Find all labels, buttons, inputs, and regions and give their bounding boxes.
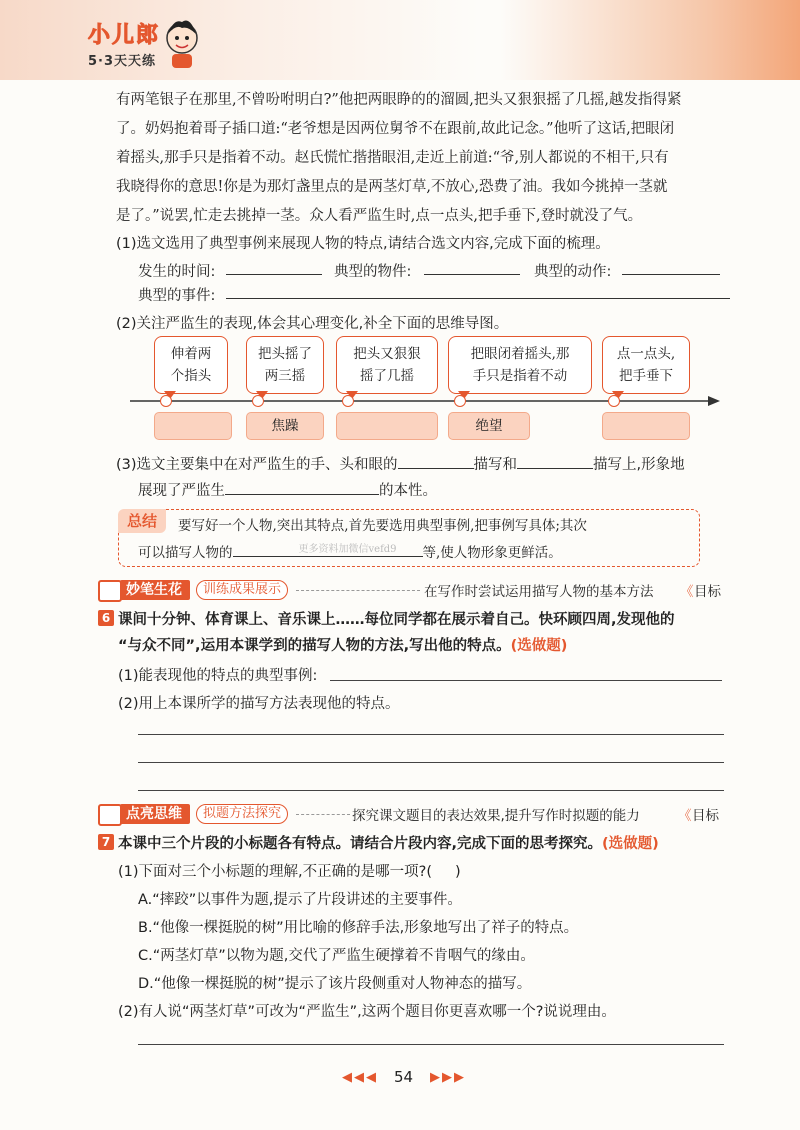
q6-sub1: (1)能表现他的特点的典型事例: [118,668,318,684]
q1-event-label: 典型的事件: [138,288,216,304]
q3-text: 描写和 [473,457,518,473]
q1-object-label: 典型的物件: [334,264,412,280]
passage-line: 有两笔银子在那里,不曾吩咐明白?”他把两眼睁的的溜圆,把头又狠狠摇了几摇,越发指得紧 [116,92,682,108]
q3-blank-1[interactable] [398,452,474,469]
optional-tag: (选做题) [510,638,568,654]
section-goal: 《 目标 [680,580,721,600]
q6-answer-line[interactable] [330,680,722,681]
q3-text: 的本性。 [379,483,437,499]
passage-line: 我晓得你的意思!你是为那灯盏里点的是两茎灯草,不放心,恐费了油。我如今挑掉一茎就 [116,179,668,195]
q1-time-blank[interactable] [226,258,322,279]
q1-stem: (1)选文选用了典型事例来展现人物的特点,请结合选文内容,完成下面的梳理。 [116,236,610,252]
section-subtitle: 拟题方法探究 [196,804,288,824]
q6-stem-line-1: 课间十分钟、体育课上、音乐课上……每位同学都在展示着自己。快环顾四周,发现他的 [118,612,675,628]
q3-text: (3)选文主要集中在对严监生的手、头和眼的 [116,457,398,473]
timeline-arrow [130,394,720,408]
option-c[interactable]: C.“两茎灯草”以物为题,交代了严监生硬撑着不肯咽气的缘由。 [138,948,535,964]
q3-line-1 [116,452,685,474]
q6-answer-line[interactable] [138,790,724,791]
q6-answer-line[interactable] [138,762,724,763]
timeline-dot [454,395,466,407]
option-d[interactable]: D.“他像一棵挺脱的树”提示了该片段侧重对人物神态的描写。 [138,976,532,992]
passage-line: 着摇头,那手只是指着不动。赵氏慌忙揩揩眼泪,走近上前道:“爷,别人都说的不相干,只有 [116,150,669,166]
q3-blank-2[interactable] [517,452,593,469]
page-number: 54 [394,1068,414,1086]
book-icon [98,580,122,602]
q7-text: 本课中三个片段的小标题各有特点。请结合片段内容,完成下面的思考探究。 [118,836,603,852]
summary-line-1: 要写好一个人物,突出其特点,首先要选用典型事例,把事例写具体;其次 [178,518,587,534]
q7-answer-line[interactable] [138,1044,724,1045]
q1-event-blank[interactable] [226,282,730,303]
prev-page-arrows[interactable]: ◀◀◀ [342,1070,378,1085]
q3-line-2 [138,478,437,500]
mindmap-box-5: 点一点头, 把手垂下 [602,336,690,394]
optional-tag: (选做题) [602,836,659,852]
q2-stem: (2)关注严监生的表现,体会其心理变化,补全下面的思维导图。 [116,316,509,332]
q6-sub2: (2)用上本课所学的描写方法表现他的特点。 [118,696,400,712]
summary-text: 可以描写人物的 [138,545,233,561]
brand-logo: 小儿郎 [88,23,161,48]
section-divider [296,814,350,815]
q3-blank-3[interactable] [225,478,379,495]
section-goal: 《 目标 [678,804,719,824]
passage-line: 了。奶妈抱着哥子插口道:“老爷想是因两位舅爷不在跟前,故此记念。”他听了这话,把眼闭 [116,121,675,137]
q3-text: 描写上,形象地 [593,457,685,473]
mindmap-box-1: 伸着两 个指头 [154,336,228,394]
timeline-dot [160,395,172,407]
summary-text: 等,使人物形象更鲜活。 [422,545,562,561]
summary-blank[interactable] [233,540,423,557]
section-divider [296,590,420,591]
question-number: 6 [98,610,114,626]
section-title: 点亮思维 [120,804,190,824]
q7-sub1: (1)下面对三个小标题的理解,不正确的是哪一项?( ) [118,864,461,880]
timeline-dot [252,395,264,407]
mindmap-feeling-blank-1[interactable] [154,412,232,440]
watermark-text: 更多资料加微信vefd9 [298,544,397,555]
timeline-dot [342,395,354,407]
q1-time-label: 发生的时间: [138,264,216,280]
option-b[interactable]: B.“他像一棵挺脱的树”用比喻的修辞手法,形象地写出了祥子的特点。 [138,920,579,936]
q1-object-blank[interactable] [424,258,520,279]
next-page-arrows[interactable]: ▶▶▶ [430,1070,466,1085]
mindmap-feeling-blank-3[interactable] [336,412,438,440]
section-description: 在写作时尝试运用描写人物的基本方法 [424,584,654,600]
timeline-dot [608,395,620,407]
q1-action-blank[interactable] [622,258,720,279]
summary-line-2 [138,540,562,561]
summary-tag: 总结 [118,509,166,533]
option-a[interactable]: A.“摔跤”以事件为题,提示了片段讲述的主要事件。 [138,892,462,908]
question-number: 7 [98,834,114,850]
book-icon [98,804,122,826]
mindmap-feeling-4: 绝望 [448,412,530,440]
q6-stem-line-2 [118,634,567,655]
q6-text: “与众不同”,运用本课学到的描写人物的方法,写出他的特点。 [118,638,511,654]
q6-answer-line[interactable] [138,734,724,735]
reading-passage [116,86,726,231]
passage-line: 是了。”说罢,忙走去挑掉一茎。众人看严监生时,点一点头,把手垂下,登时就没了气。 [116,208,643,224]
mascot-icon [160,14,204,70]
q3-text: 展现了严监生 [138,483,225,499]
mindmap-feeling-2: 焦躁 [246,412,324,440]
section-description: 探究课文题目的表达效果,提升写作时拟题的能力 [352,808,640,824]
section-title: 妙笔生花 [120,580,190,600]
q7-sub2: (2)有人说“两茎灯草”可改为“严监生”,这两个题目你更喜欢哪一个?说说理由。 [118,1004,616,1020]
mindmap-box-4: 把眼闭着摇头,那 手只是指着不动 [448,336,592,394]
brand-subtitle: 5·3天天练 [88,54,157,69]
mindmap-feeling-blank-5[interactable] [602,412,690,440]
section-subtitle: 训练成果展示 [196,580,288,600]
mindmap-box-3: 把头又狠狠 摇了几摇 [336,336,438,394]
q1-action-label: 典型的动作: [534,264,612,280]
mindmap-box-2: 把头摇了 两三摇 [246,336,324,394]
q7-stem [118,832,659,853]
